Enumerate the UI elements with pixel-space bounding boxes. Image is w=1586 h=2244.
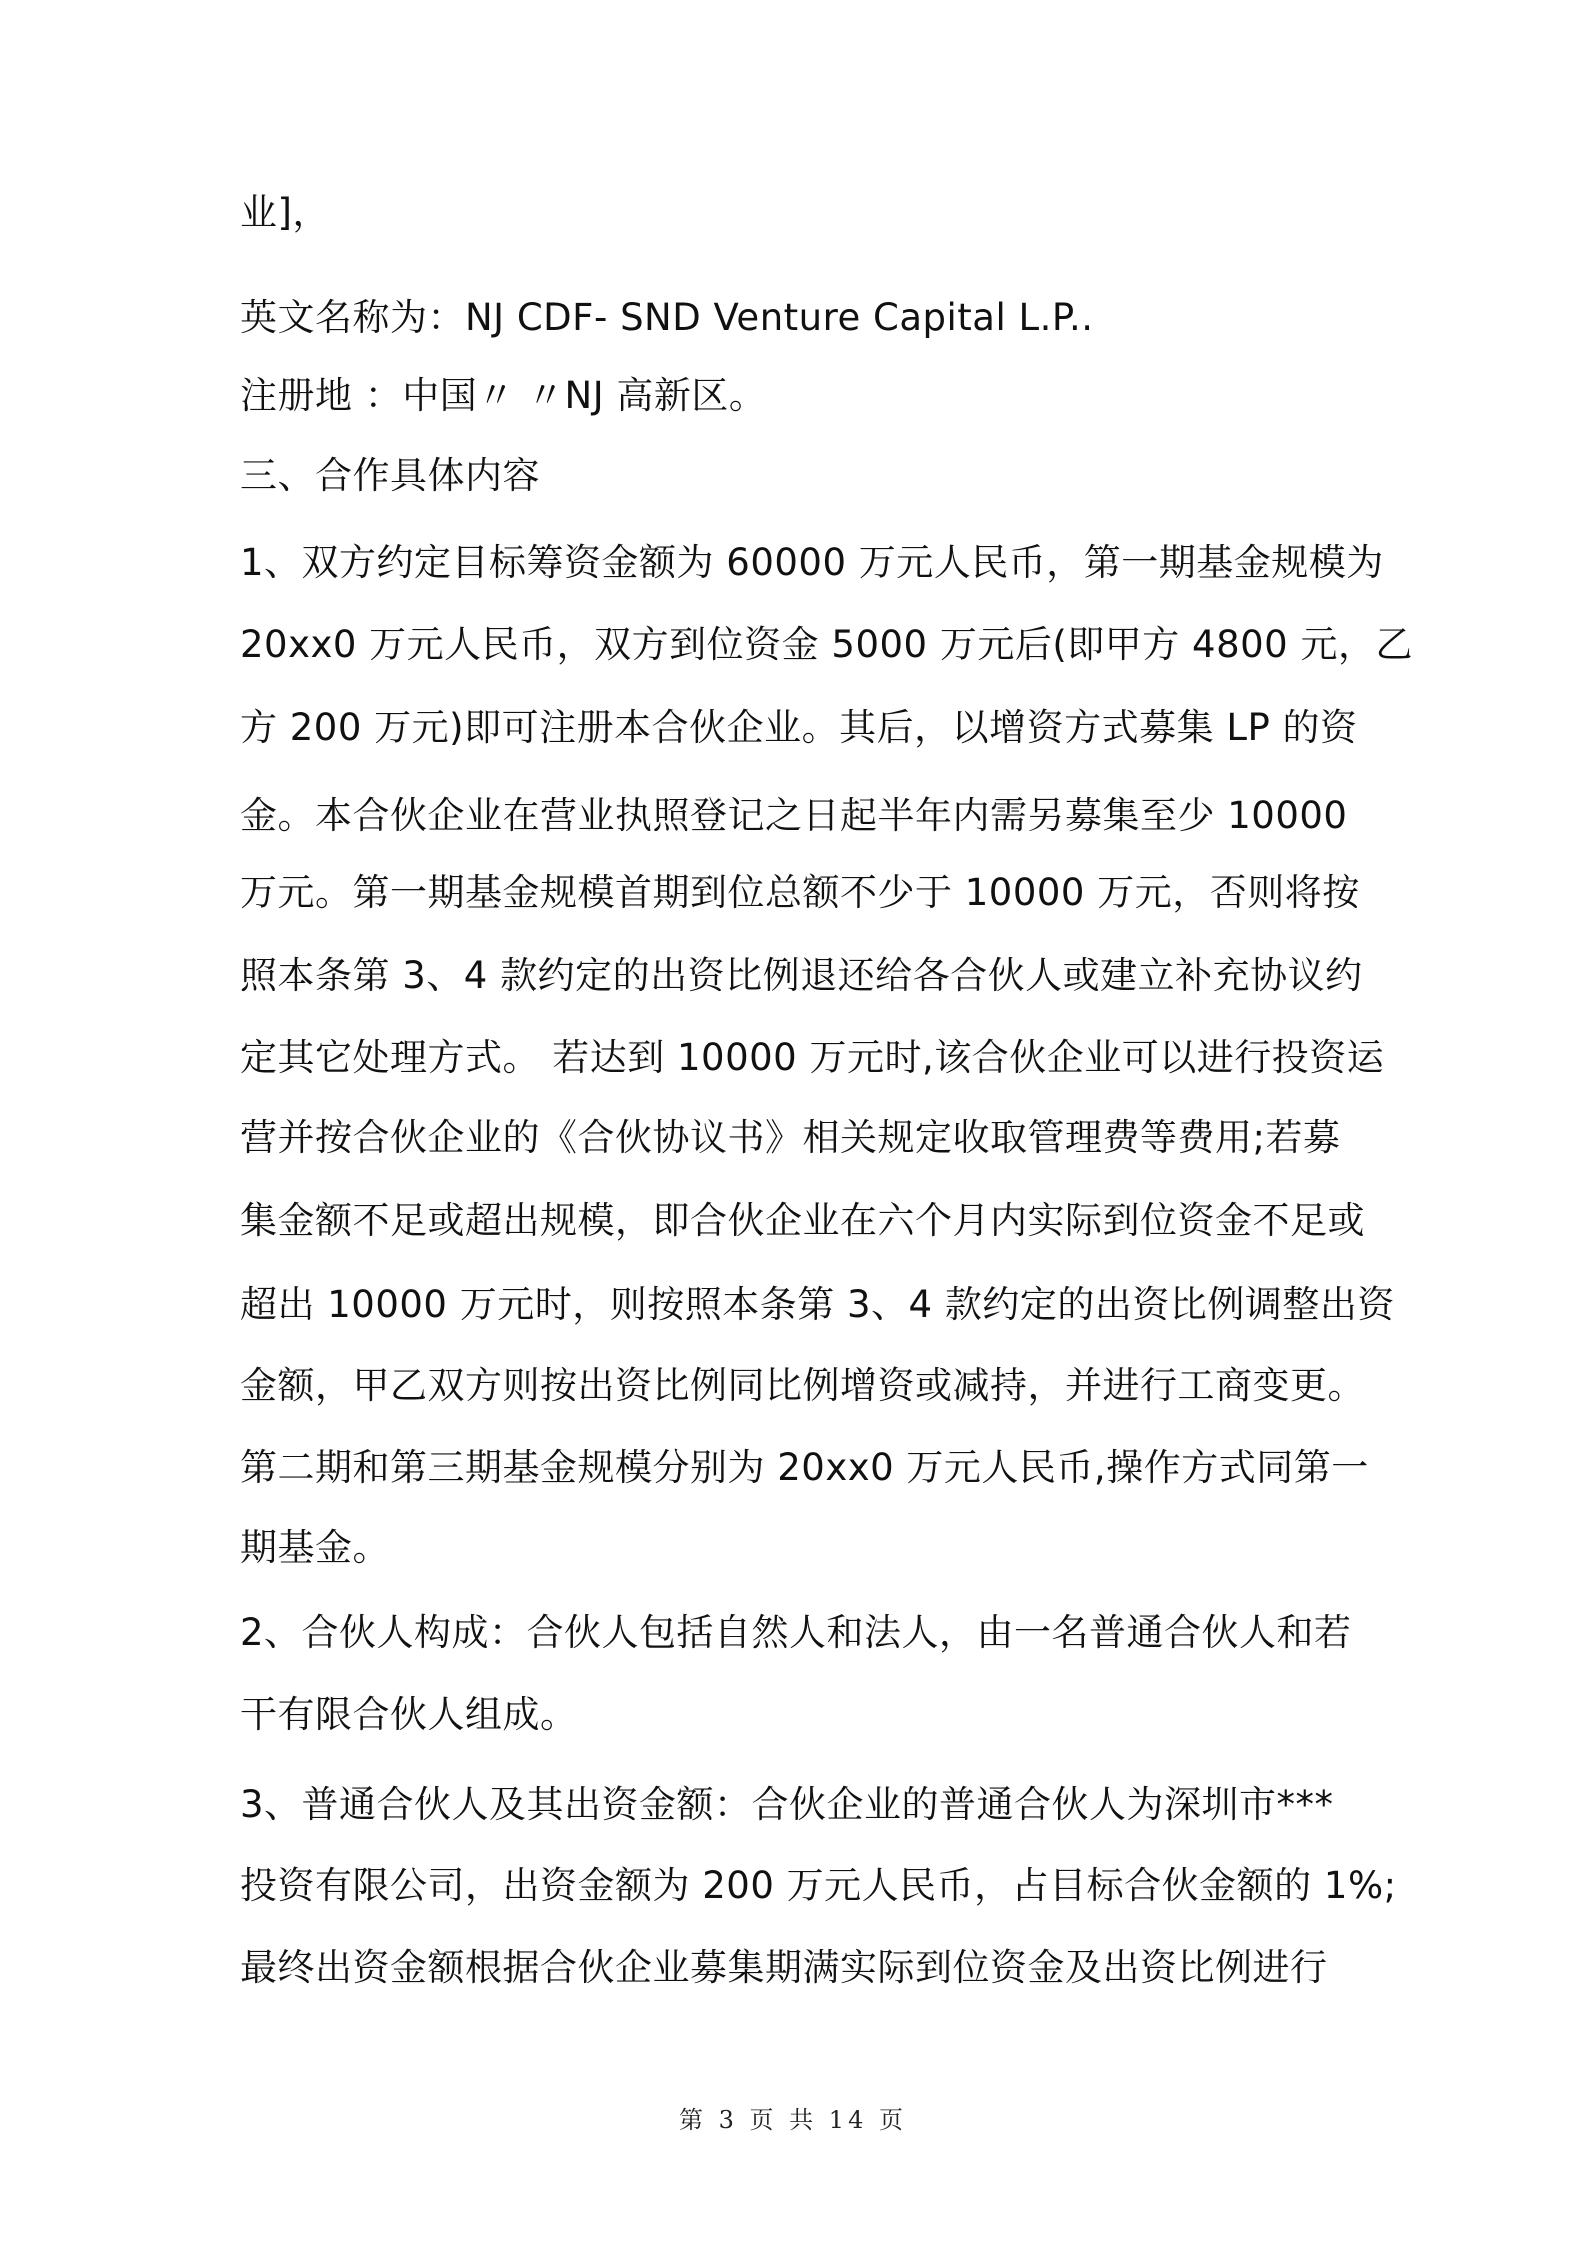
text-line: 定其它处理方式。 若达到 10000 万元时,该合伙企业可以进行投资运: [240, 1036, 1385, 1079]
text-line: 3、普通合伙人及其出资金额：合伙企业的普通合伙人为深圳市***: [240, 1783, 1334, 1826]
text-line: 金。本合伙企业在营业执照登记之日起半年内需另募集至少 10000: [240, 794, 1348, 837]
text-line: 万元。第一期基金规模首期到位总额不少于 10000 万元，否则将按: [240, 871, 1360, 914]
text-line: 集金额不足或超出规模，即合伙企业在六个月内实际到位资金不足或: [240, 1199, 1365, 1242]
section-heading: 三、合作具体内容: [240, 454, 540, 497]
text-line: 照本条第 3、4 款约定的出资比例退还给各合伙人或建立补充协议约: [240, 954, 1363, 997]
text-line: 营并按合伙企业的《合伙协议书》相关规定收取管理费等费用;若募: [240, 1116, 1341, 1159]
text-line: 干有限合伙人组成。: [240, 1693, 578, 1736]
text-line: 业]，: [240, 191, 330, 234]
text-line: 期基金。: [240, 1526, 390, 1569]
text-line: 金额，甲乙双方则按出资比例同比例增资或减持，并进行工商变更。: [240, 1364, 1365, 1407]
text-line: 20xx0 万元人民币，双方到位资金 5000 万元后(即甲方 4800 元，乙: [240, 623, 1413, 666]
page-number-footer: 第 3 页 共 14 页: [679, 2106, 907, 2134]
text-line: 注册地 ：中国〃 〃NJ 高新区。: [240, 374, 767, 417]
text-line: 最终出资金额根据合伙企业募集期满实际到位资金及出资比例进行: [240, 1946, 1328, 1989]
text-line: 超出 10000 万元时，则按照本条第 3、4 款约定的出资比例调整出资: [240, 1283, 1395, 1326]
text-line: 2、合伙人构成：合伙人包括自然人和法人，由一名普通合伙人和若: [240, 1611, 1352, 1654]
text-line: 投资有限公司，出资金额为 200 万元人民币，占目标合伙金额的 1%;: [240, 1864, 1397, 1907]
text-line: 第二期和第三期基金规模分别为 20xx0 万元人民币,操作方式同第一: [240, 1446, 1369, 1489]
text-line: 1、双方约定目标筹资金额为 60000 万元人民币，第一期基金规模为: [240, 541, 1384, 584]
text-line: 英文名称为：NJ CDF- SND Venture Capital L.P..: [240, 296, 1094, 339]
text-line: 方 200 万元)即可注册本合伙企业。其后，以增资方式募集 LP 的资: [240, 706, 1358, 749]
